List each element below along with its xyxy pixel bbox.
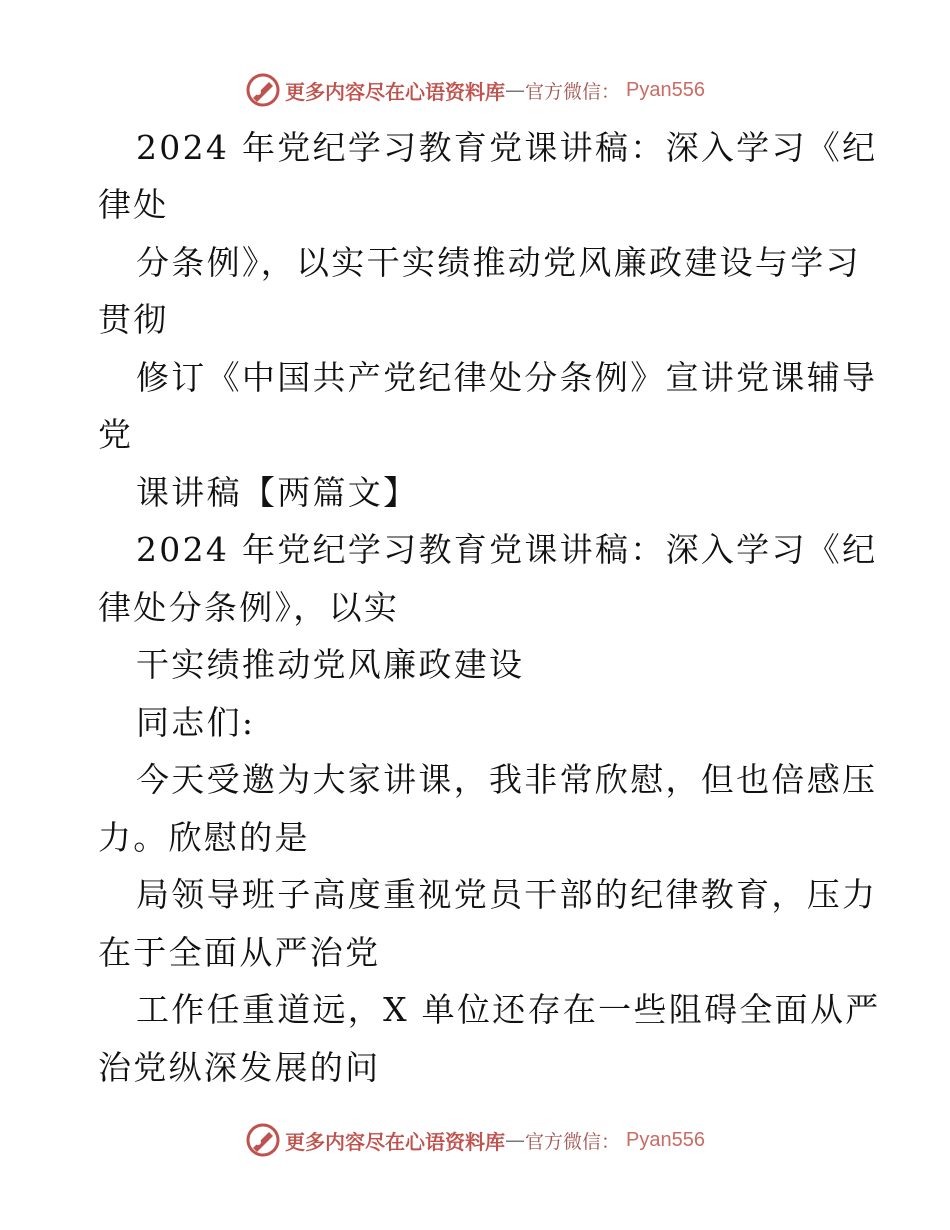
watermark-main-text: 更多内容尽在心语资料库 [285, 79, 505, 104]
watermark-main-text: 更多内容尽在心语资料库 [285, 1129, 505, 1154]
text-line: 干实绩推动党风廉政建设 [136, 645, 525, 684]
watermark-contact-id: Pyan556 [626, 78, 705, 101]
text-line: 律处 [98, 185, 169, 224]
logo-icon [245, 72, 281, 108]
footer-watermark [0, 1120, 950, 1160]
text-line: 力。欣慰的是 [98, 818, 310, 857]
logo-icon [245, 1122, 281, 1158]
text-line: 课讲稿【两篇文】 [136, 473, 419, 512]
text-line: 2024 年党纪学习教育党课讲稿：深入学习《纪 [136, 530, 878, 569]
watermark-dash: — [505, 1128, 525, 1152]
text-line: 贯彻 [98, 300, 169, 339]
text-line: 律处分条例》，以实 [98, 588, 400, 627]
text-line: 修订《中国共产党纪律处分条例》宣讲党课辅导 [136, 358, 878, 397]
text-line: 局领导班子高度重视党员干部的纪律教育，压力 [136, 875, 878, 914]
watermark-contact-label: 官方微信： [525, 1130, 621, 1153]
text-line: 党 [98, 415, 134, 454]
text-line: 分条例》，以实干实绩推动党风廉政建设与学习 [136, 243, 861, 282]
watermark-contact-label: 官方微信： [525, 80, 621, 103]
text-line: 同志们: [136, 703, 256, 742]
header-watermark [0, 70, 950, 110]
watermark-dash: — [505, 78, 525, 102]
text-line: 治党纵深发展的问 [98, 1048, 381, 1087]
text-line: 工作任重道远，X 单位还存在一些阻碍全面从严 [136, 990, 881, 1029]
text-line: 2024 年党纪学习教育党课讲稿：深入学习《纪 [136, 128, 878, 167]
text-line: 在于全面从严治党 [98, 933, 381, 972]
watermark-contact-id: Pyan556 [626, 1128, 705, 1151]
text-line: 今天受邀为大家讲课，我非常欣慰，但也倍感压 [136, 760, 878, 799]
